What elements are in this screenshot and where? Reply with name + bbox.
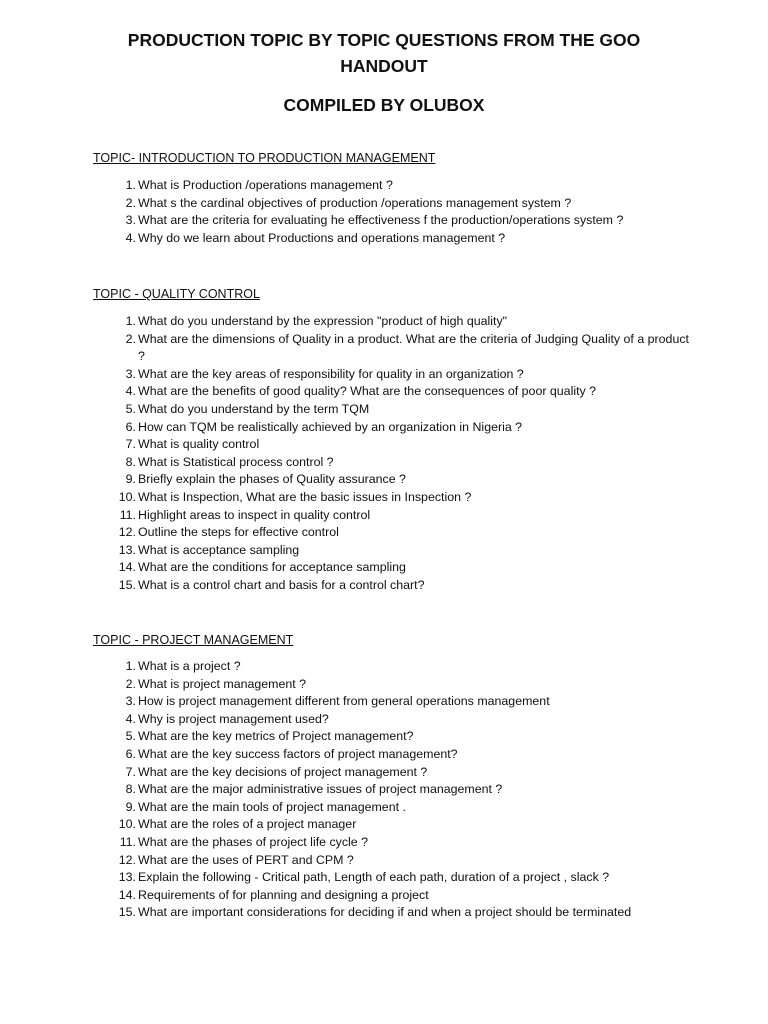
list-item (93, 331, 693, 366)
question-number: 2. (125, 331, 136, 346)
question-number: 15. (118, 577, 136, 592)
list-item (93, 177, 693, 195)
list-item (93, 230, 693, 248)
question-number: 12. (118, 852, 136, 867)
question-number: 8. (125, 454, 136, 469)
question-number: 2. (125, 676, 136, 691)
question-text: Highlight areas to inspect in quality control (138, 507, 371, 522)
section-heading-project-management: TOPIC - PROJECT MANAGEMENT (93, 633, 294, 647)
section-heading-quality-control: TOPIC - QUALITY CONTROL (93, 287, 260, 301)
list-item (93, 728, 693, 746)
question-text: Outline the steps for effective control (138, 525, 339, 540)
question-number: 10. (118, 489, 136, 504)
question-text: What are the phases of project life cycle ? (138, 834, 369, 849)
question-text: What are the key areas of responsibility for quality in an organization ? (138, 366, 524, 381)
list-item (93, 676, 693, 694)
list-item (93, 887, 693, 905)
list-item (93, 195, 693, 213)
question-number: 15. (118, 905, 136, 920)
question-text: What is Inspection, What are the basic issues in Inspection ? (138, 489, 472, 504)
question-number: 1. (125, 178, 136, 192)
question-list-project-management (93, 658, 693, 922)
question-list-introduction (93, 177, 693, 247)
question-text: What are the major administrative issues of project management ? (138, 782, 503, 797)
question-text: What s the cardinal objectives of production /operations management system ? (138, 195, 572, 210)
question-number: 7. (125, 764, 136, 779)
question-number: 11. (119, 507, 136, 522)
list-item (93, 746, 693, 764)
document-title: PRODUCTION TOPIC BY TOPIC QUESTIONS FROM THE GOO HANDOUT (127, 30, 641, 76)
question-list-quality-control (93, 313, 693, 595)
section-heading-introduction: TOPIC- INTRODUCTION TO PRODUCTION MANAGEMENT (93, 151, 436, 165)
question-number: 8. (125, 782, 136, 797)
question-number: 3. (125, 213, 136, 228)
question-text: What are the benefits of good quality? What are the consequences of poor quality ? (138, 384, 597, 399)
list-item (93, 799, 693, 817)
question-text: What is acceptance sampling (138, 542, 300, 557)
list-item (93, 781, 693, 799)
question-number: 5. (125, 729, 136, 744)
question-number: 9. (125, 799, 136, 814)
question-number: 13. (118, 870, 136, 885)
question-text: How is project management different from general operations management (138, 694, 550, 709)
list-item (93, 658, 693, 676)
question-text: Why is project management used? (138, 711, 329, 726)
list-item (93, 559, 693, 577)
list-item (93, 542, 693, 560)
question-text: What is Statistical process control ? (138, 454, 334, 469)
question-number: 11. (119, 834, 136, 849)
list-item (93, 852, 693, 870)
question-text: Why do we learn about Productions and operations management ? (138, 230, 506, 245)
question-text: What are the conditions for acceptance sampling (138, 560, 406, 575)
question-number: 7. (125, 437, 136, 452)
list-item (93, 212, 693, 230)
list-item (93, 507, 693, 525)
question-number: 4. (125, 230, 136, 245)
list-item (93, 366, 693, 384)
question-number: 6. (125, 419, 136, 434)
question-number: 3. (125, 366, 136, 381)
question-text: What are the roles of a project manager (138, 817, 357, 832)
question-text: What are the key metrics of Project management? (138, 729, 414, 744)
question-text: What is a control chart and basis for a control chart? (138, 577, 425, 592)
question-text: Briefly explain the phases of Quality assurance ? (138, 472, 406, 487)
list-item (93, 313, 693, 331)
question-number: 14. (118, 887, 136, 902)
question-text: What is a project ? (138, 659, 241, 673)
list-item (93, 577, 693, 595)
question-text: What are the key success factors of project management? (138, 746, 458, 761)
question-number: 5. (125, 401, 136, 416)
list-item (93, 436, 693, 454)
question-text: How can TQM be realistically achieved by an organization in Nigeria ? (138, 419, 523, 434)
question-text: What are the main tools of project management . (138, 799, 406, 814)
list-item (93, 711, 693, 729)
question-number: 1. (125, 659, 136, 673)
list-item (93, 401, 693, 419)
question-number: 2. (125, 195, 136, 210)
question-text: What do you understand by the term TQM (138, 401, 370, 416)
question-number: 13. (118, 542, 136, 557)
question-text: Explain the following - Critical path, Length of each path, duration of a project , slack ? (138, 870, 610, 885)
question-number: 4. (125, 384, 136, 399)
list-item (93, 816, 693, 834)
question-number: 10. (118, 817, 136, 832)
question-text: What is quality control (138, 437, 260, 452)
list-item (93, 904, 693, 922)
question-number: 3. (125, 694, 136, 709)
list-item (93, 383, 693, 401)
question-number: 12. (118, 525, 136, 540)
list-item (93, 693, 693, 711)
question-text: What are the key decisions of project management ? (138, 764, 428, 779)
question-text: What do you understand by the expression "product of high quality" (138, 314, 508, 328)
question-text: What are important considerations for deciding if and when a project should be terminated (138, 905, 632, 920)
question-text: What are the dimensions of Quality in a product. What are the criteria of Judging Quality of a product ? (138, 331, 689, 364)
question-number: 14. (118, 560, 136, 575)
question-number: 1. (125, 314, 136, 328)
question-text: What is project management ? (138, 676, 307, 691)
question-text: What is Production /operations management ? (138, 178, 393, 192)
list-item (93, 471, 693, 489)
question-text: What are the uses of PERT and CPM ? (138, 852, 354, 867)
list-item (93, 454, 693, 472)
question-number: 4. (125, 711, 136, 726)
list-item (93, 834, 693, 852)
list-item (93, 489, 693, 507)
list-item (93, 419, 693, 437)
list-item (93, 764, 693, 782)
question-number: 9. (125, 472, 136, 487)
question-number: 6. (125, 746, 136, 761)
question-text: Requirements of for planning and designing a project (138, 887, 429, 902)
compiled-by-line: COMPILED BY OLUBOX (283, 95, 485, 115)
list-item (93, 869, 693, 887)
list-item (93, 524, 693, 542)
question-text: What are the criteria for evaluating he effectiveness f the production/operations system ? (138, 213, 624, 228)
